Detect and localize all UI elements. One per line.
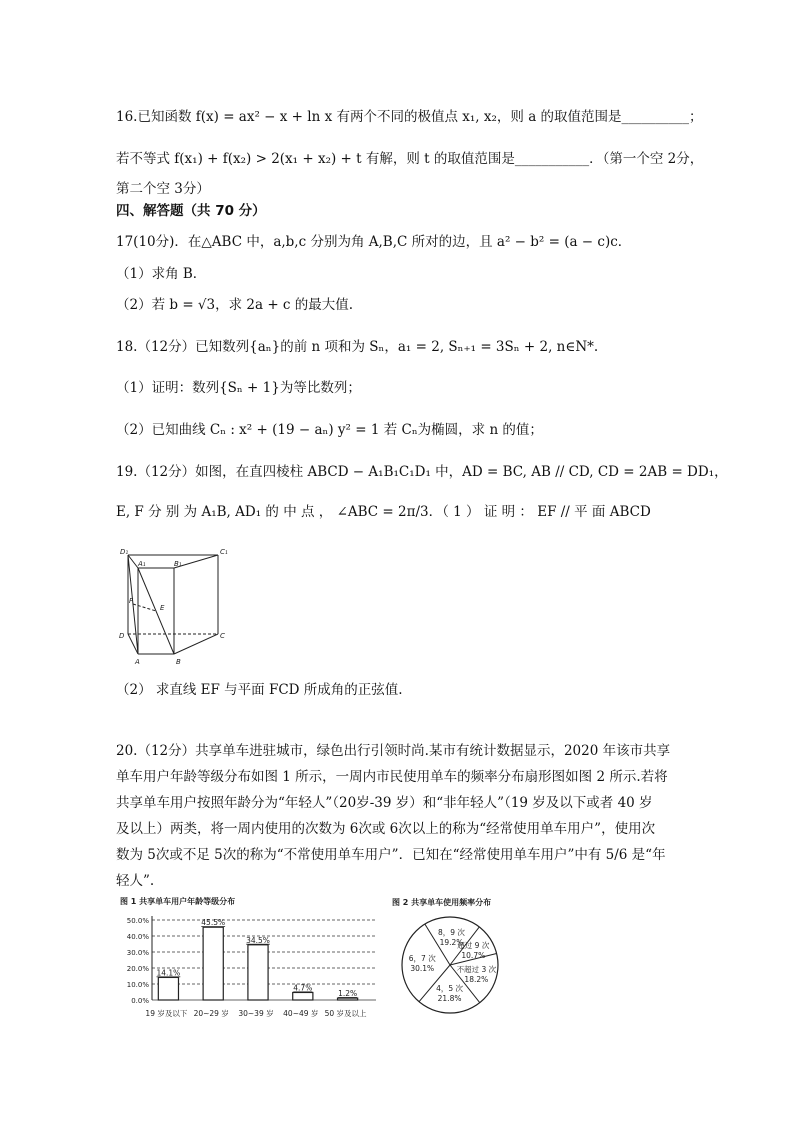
q17-part2: （2）若 b = √3，求 2a + c 的最大值. xyxy=(116,297,354,313)
bar-category-label: 30~39 岁 xyxy=(238,1009,274,1018)
usage-frequency-pie-chart xyxy=(388,896,528,1020)
label-a1: A₁ xyxy=(138,560,146,568)
q19-part2: （2） 求直线 EF 与平面 FCD 所成角的正弦值. xyxy=(116,682,403,698)
q16-line3: 第二个空 3分） xyxy=(116,181,210,197)
pie-slice-label: 6，7 次 xyxy=(408,953,436,963)
pie-slice-value: 10.7% xyxy=(461,950,486,960)
q19-stem1: 19.（12分）如图，在直四棱柱 ABCD − A₁B₁C₁D₁ 中，AD = BC, AB // CD, CD = 2AB = DD₁， xyxy=(116,464,728,480)
label-b1: B₁ xyxy=(174,560,182,568)
pie-slice-label: 不超过 3 次 xyxy=(456,965,497,975)
bar-category-label: 19 岁及以下 xyxy=(145,1009,188,1018)
bar-ytick-label: 40.0% xyxy=(126,933,149,941)
bar-value-label: 14.1% xyxy=(156,968,181,978)
bar xyxy=(203,927,223,1000)
bar-value-label: 45.5% xyxy=(201,918,226,928)
pie-slice-label: 超过 9 次 xyxy=(457,940,490,950)
age-distribution-bar-chart xyxy=(114,894,384,1024)
bar-ytick-label: 0.0% xyxy=(131,997,149,1005)
bar-value-label: 34.5% xyxy=(246,935,270,945)
q20-line5: 数为 5次或不足 5次的称为“不常使用单车用户”．已知在“经常使用单车用户”中有 5/6 是“年 xyxy=(116,847,666,863)
bar xyxy=(338,998,358,1000)
pie-slice-label: 8，9 次 xyxy=(438,928,465,938)
label-c1: C₁ xyxy=(220,548,228,556)
pie-slice-value: 18.2% xyxy=(464,975,489,985)
q18-stem: 18.（12分）已知数列{aₙ}的前 n 项和为 Sₙ，a₁ = 2, Sₙ₊₁ = 3Sₙ + 2, n∈N*. xyxy=(116,339,599,355)
bar-ytick-label: 50.0% xyxy=(126,917,149,925)
q20-line3: 共享单车用户按照年龄分为“年轻人”（20岁-39 岁）和“非年轻人”（19 岁及以下或者 40 岁 xyxy=(116,795,653,811)
q17-stem: 17(10分)．在△ABC 中，a,b,c 分别为角 A,B,C 所对的边，且 a² − b² = (a − c)c． xyxy=(116,234,632,250)
bar-category-label: 20~29 岁 xyxy=(193,1009,229,1018)
pie-slice-label: 4，5 次 xyxy=(436,983,464,993)
q16-line1: 16.已知函数 f(x) = ax² − x + ln x 有两个不同的极值点 x₁, x₂，则 a 的取值范围是__________； xyxy=(116,109,703,125)
q20-line2: 单车用户年龄等级分布如图 1 所示，一周内市民使用单车的频率分布扇形图如图 2 所示.若将 xyxy=(116,769,668,785)
q20-line6: 轻人”. xyxy=(116,873,155,889)
q19-stem2: E, F 分 别 为 A₁B, AD₁ 的 中 点 ， ∠ABC = 2π/3．（ 1 ） 证 明 ： EF // 平 面 ABCD xyxy=(116,504,651,520)
edge-bc xyxy=(174,634,218,654)
bar-chart-title: 图 1 共享单车用户年龄等级分布 xyxy=(120,897,236,906)
label-d: D xyxy=(119,632,125,640)
bar-value-label: 1.2% xyxy=(338,989,358,999)
pie-slice-value: 21.8% xyxy=(437,993,462,1003)
prism-figure xyxy=(116,546,256,672)
pie-slice-value: 30.1% xyxy=(410,963,435,973)
q16-line2: 若不等式 f(x₁) + f(x₂) > 2(x₁ + x₂) + t 有解，则 t 的取值范围是___________．（第一个空 2分， xyxy=(116,151,704,167)
bar-ytick-label: 10.0% xyxy=(126,981,149,989)
q20-line1: 20.（12分）共享单车进驻城市，绿色出行引领时尚.某市有统计数据显示，2020 年该市共享 xyxy=(116,743,671,759)
section-heading: 四、解答题（共 70 分） xyxy=(116,203,266,219)
label-a: A xyxy=(135,658,140,666)
bar xyxy=(158,977,178,1000)
segment-ef xyxy=(133,604,156,611)
label-d1: D₁ xyxy=(120,548,129,556)
bar xyxy=(293,992,313,1000)
label-f: F xyxy=(129,597,134,605)
q20-line4: 及以上）两类，将一周内使用的次数为 6次或 6次以上的称为“经常使用单车用户”，使用次 xyxy=(116,821,656,837)
bar-ytick-label: 20.0% xyxy=(126,965,149,973)
pie-chart-title: 图 2 共享单车使用频率分布 xyxy=(392,898,492,907)
label-b: B xyxy=(176,658,181,666)
bar-category-label: 40~49 岁 xyxy=(283,1009,319,1018)
bar-value-label: 4.7% xyxy=(293,983,313,993)
bar xyxy=(248,945,268,1000)
label-c: C xyxy=(220,632,225,640)
q17-part1: （1）求角 B． xyxy=(116,266,207,282)
diag-a1b xyxy=(138,568,174,654)
q18-part1: （1）证明：数列{Sₙ + 1}为等比数列； xyxy=(116,380,361,396)
q18-part2: （2）已知曲线 Cₙ : x² + (19 − aₙ) y² = 1 若 Cₙ为椭圆，求 n 的值； xyxy=(116,422,543,438)
bar-category-label: 50 岁及以上 xyxy=(324,1009,367,1018)
pie-slice-value: 19.2% xyxy=(439,938,464,948)
bar-ytick-label: 30.0% xyxy=(126,949,149,957)
label-e: E xyxy=(160,604,165,612)
